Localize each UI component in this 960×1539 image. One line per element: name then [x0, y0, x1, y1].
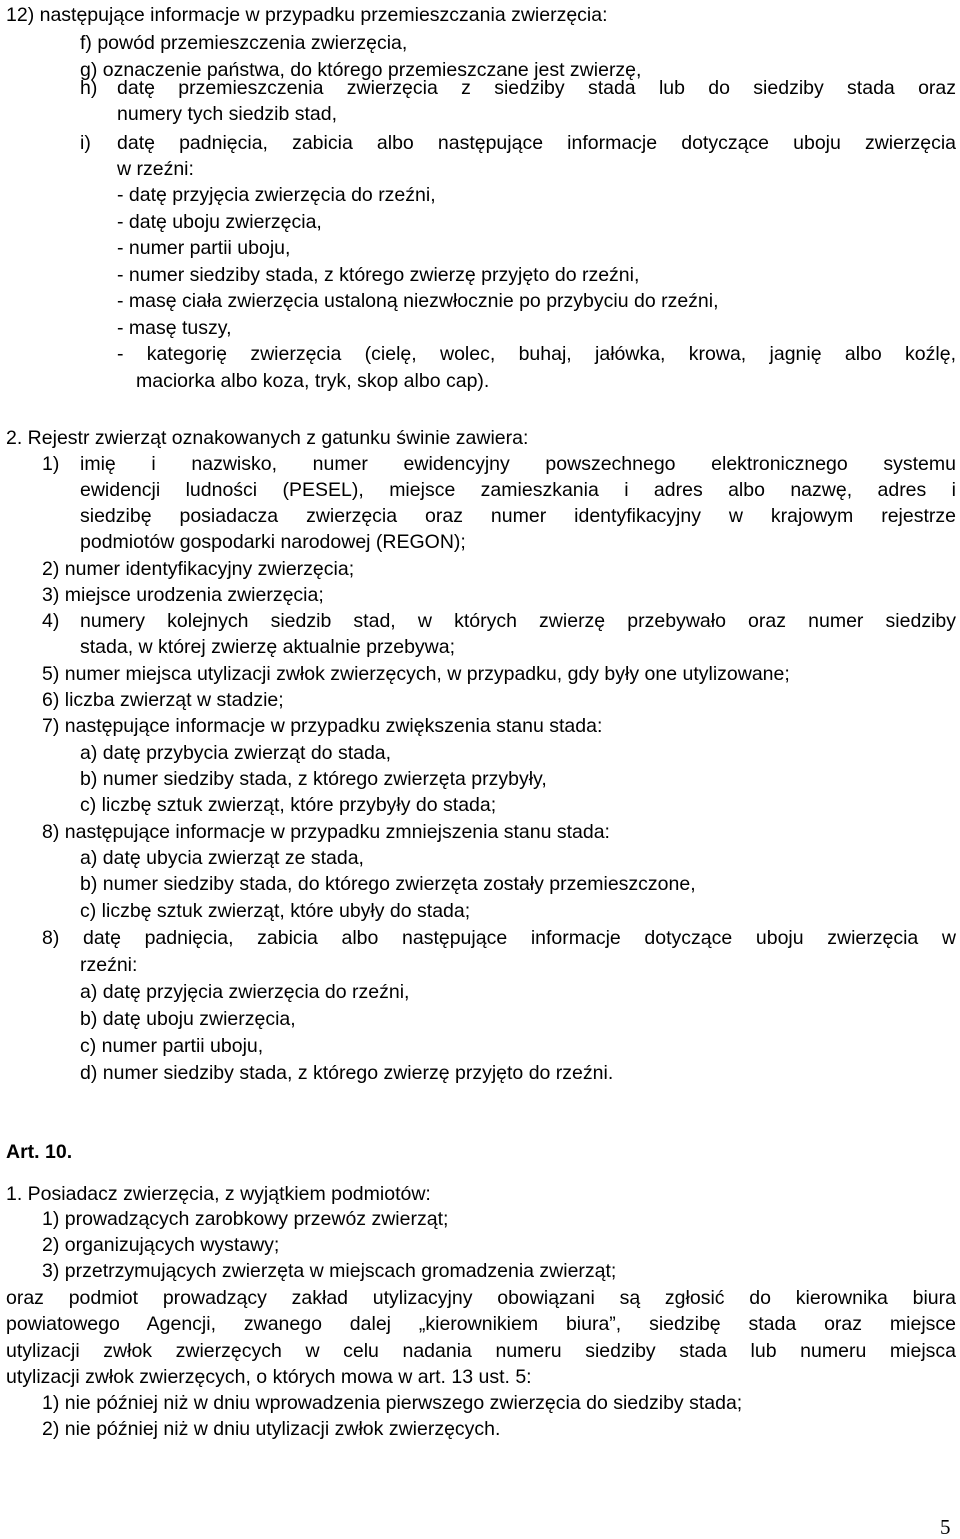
article-10-title: Art. 10. [6, 1141, 73, 1163]
item-12-f: f) powód przemieszczenia zwierzęcia, [80, 32, 408, 54]
art10-body-line2: powiatowego Agencji, zwanego dalej „kierownikiem biura”, siedzibę stada oraz miejsce [6, 1313, 956, 1335]
s2-item-7: 7) następujące informacje w przypadku zwiększenia stanu stada: [42, 715, 603, 737]
item-12-g: g) oznaczenie państwa, do którego przemieszczane jest zwierzę, [80, 59, 642, 81]
s2-item-8b-line2: rzeźni: [80, 954, 138, 976]
s2-item-8-sub: a) datę ubycia zwierząt ze stada, [80, 847, 364, 869]
s2-item-1-line1: imię i nazwisko, numer ewidencyjny powszechnego elektronicznego systemu [80, 453, 956, 475]
s2-item-6: 6) liczba zwierząt w stadzie; [42, 689, 284, 711]
item-12-h-line1: datę przemieszczenia zwierzęcia z siedziby stada lub do siedziby stada oraz [117, 77, 956, 99]
art10-body-line4: utylizacji zwłok zwierzęcych, o których mowa w art. 13 ust. 5: [6, 1366, 532, 1388]
s2-item-8b-sub: d) numer siedziby stada, z którego zwierzę przyjęto do rzeźni. [80, 1062, 614, 1084]
s2-item-8b-sub: b) datę uboju zwierzęcia, [80, 1008, 296, 1030]
s2-item-1-line4: podmiotów gospodarki narodowej (REGON); [80, 531, 466, 553]
art10-exception: 1) prowadzących zarobkowy przewóz zwierząt; [42, 1208, 449, 1230]
s2-item-1-line3: siedzibę posiadacza zwierzęcia oraz numer identyfikacyjny w krajowym rejestrze [80, 505, 956, 527]
item-12-i-marker: i) [80, 132, 91, 154]
art10-exception: 3) przetrzymujących zwierzęta w miejscach gromadzenia zwierząt; [42, 1260, 617, 1282]
art10-deadline: 1) nie później niż w dniu wprowadzenia pierwszego zwierzęcia do siedziby stada; [42, 1392, 743, 1414]
page-number: 5 [940, 1515, 951, 1539]
section-2-header: 2. Rejestr zwierząt oznakowanych z gatunku świnie zawiera: [6, 427, 529, 449]
item-12-h-marker: h) [80, 77, 98, 99]
item-12-dash: - datę uboju zwierzęcia, [117, 211, 322, 233]
item-12-dash: - numer siedziby stada, z którego zwierzę przyjęto do rzeźni, [117, 264, 640, 286]
item-12-dash: - masę tuszy, [117, 317, 232, 339]
s2-item-7-sub: a) datę przybycia zwierząt do stada, [80, 742, 392, 764]
s2-item-8b-line1: 8) datę padnięcia, zabicia albo następujące informacje dotyczące uboju zwierzęcia w [42, 927, 956, 949]
s2-item-2: 2) numer identyfikacyjny zwierzęcia; [42, 558, 355, 580]
s2-item-8: 8) następujące informacje w przypadku zmniejszenia stanu stada: [42, 821, 610, 843]
item-12-kategoria-line2: maciorka albo koza, tryk, skop albo cap). [136, 370, 490, 392]
s2-item-4-line2: stada, w której zwierzę aktualnie przebywa; [80, 636, 456, 658]
item-12-kategoria-line1: - kategorię zwierzęcia (cielę, wolec, buhaj, jałówka, krowa, jagnię albo koźlę, [117, 343, 956, 365]
art10-exception: 2) organizujących wystawy; [42, 1234, 280, 1256]
art10-body-line1: oraz podmiot prowadzący zakład utylizacyjny obowiązani są zgłosić do kierownika biura [6, 1287, 956, 1309]
item-12-dash: - numer partii uboju, [117, 237, 291, 259]
s2-item-8-sub: b) numer siedziby stada, do którego zwierzęta zostały przemieszczone, [80, 873, 696, 895]
art10-paragraph-1: 1. Posiadacz zwierzęcia, z wyjątkiem podmiotów: [6, 1183, 431, 1205]
s2-item-1-marker: 1) [42, 453, 60, 475]
s2-item-8-sub: c) liczbę sztuk zwierząt, które ubyły do stada; [80, 900, 471, 922]
s2-item-7-sub: b) numer siedziby stada, z którego zwierzęta przybyły, [80, 768, 547, 790]
item-12-i-line1: datę padnięcia, zabicia albo następujące informacje dotyczące uboju zwierzęcia [117, 132, 956, 154]
s2-item-4-marker: 4) [42, 610, 60, 632]
item-12-dash: - datę przyjęcia zwierzęcia do rzeźni, [117, 184, 436, 206]
art10-body-line3: utylizacji zwłok zwierzęcych w celu nadania numeru siedziby stada lub numeru miejsca [6, 1340, 956, 1362]
art10-deadline: 2) nie później niż w dniu utylizacji zwłok zwierzęcych. [42, 1418, 501, 1440]
item-12-dash: - masę ciała zwierzęcia ustaloną niezwłocznie po przybyciu do rzeźni, [117, 290, 719, 312]
s2-item-8b-sub: a) datę przyjęcia zwierzęcia do rzeźni, [80, 981, 410, 1003]
s2-item-3: 3) miejsce urodzenia zwierzęcia; [42, 584, 324, 606]
item-12-header: 12) następujące informacje w przypadku przemieszczania zwierzęcia: [6, 4, 608, 26]
s2-item-8b-sub: c) numer partii uboju, [80, 1035, 264, 1057]
item-12-h-line2: numery tych siedzib stad, [117, 103, 338, 125]
s2-item-1-line2: ewidencji ludności (PESEL), miejsce zamieszkania i adres albo nazwę, adres i [80, 479, 956, 501]
s2-item-7-sub: c) liczbę sztuk zwierząt, które przybyły do stada; [80, 794, 497, 816]
s2-item-5: 5) numer miejsca utylizacji zwłok zwierzęcych, w przypadku, gdy były one utylizowane; [42, 663, 790, 685]
s2-item-4-line1: numery kolejnych siedzib stad, w których zwierzę przebywało oraz numer siedziby [80, 610, 956, 632]
item-12-i-line2: w rzeźni: [117, 158, 194, 180]
